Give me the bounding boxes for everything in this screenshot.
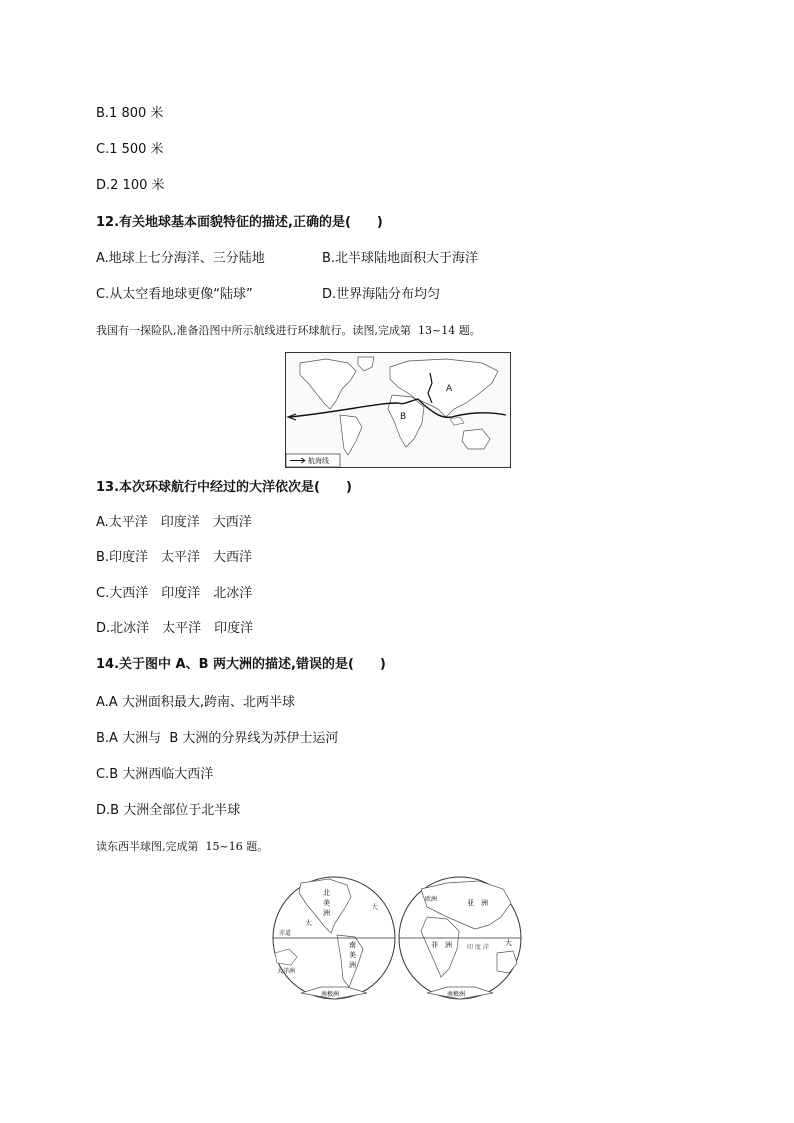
australia-shape	[462, 429, 490, 449]
label-pacific: 太	[305, 919, 312, 927]
q14-option-d: D.B 大洲全部位于北半球	[96, 803, 241, 818]
map-label-a: A	[446, 384, 453, 394]
q13-stem: 13.本次环球航行中经过的大洋依次是( )	[96, 480, 352, 495]
intro-13-14: 我国有一探险队,准备沿图中所示航线进行环球航行。读图,完成第 13~14 题。	[96, 324, 481, 337]
q13-option-d: D.北冰洋 太平洋 印度洋	[96, 621, 254, 636]
label-antarctica-west: 南极洲	[321, 991, 340, 998]
q14-stem: 14.关于图中 A、B 两大洲的描述,错误的是( )	[96, 657, 386, 672]
islands-shape	[450, 417, 464, 425]
greenland-shape	[358, 357, 374, 371]
q12-option-a: A.地球上七分海洋、三分陆地	[96, 251, 265, 266]
q14-option-b: B.A 大洲与 B 大洲的分界线为苏伊士运河	[96, 731, 339, 746]
label-south-3: 洲	[349, 961, 356, 969]
hemispheres-svg	[271, 875, 523, 1001]
label-north-2: 美	[323, 899, 330, 907]
label-asia: 亚 洲	[467, 899, 488, 907]
label-oceania: 大洋洲	[277, 968, 296, 975]
q12-stem: 12.有关地球基本面貌特征的描述,正确的是( )	[96, 215, 383, 230]
q12-option-d: D.世界海陆分布均匀	[322, 287, 441, 302]
q11-option-c: C.1 500 米	[96, 142, 164, 157]
east-australia-shape	[497, 951, 517, 973]
q13-option-a: A.太平洋 印度洋 大西洋	[96, 515, 252, 530]
label-oceania-east: 大	[505, 939, 512, 947]
q11-option-d: D.2 100 米	[96, 178, 165, 193]
label-north: 北	[323, 889, 330, 897]
q14-option-a: A.A 大洲面积最大,跨南、北两半球	[96, 695, 295, 710]
label-south-2: 美	[349, 951, 356, 959]
world-map-svg	[286, 353, 510, 467]
label-indian: 印 度 洋	[467, 944, 489, 951]
q12-option-c: C.从太空看地球更像“陆球”	[96, 287, 253, 302]
hemispheres-map	[271, 875, 523, 1001]
q11-option-b: B.1 800 米	[96, 106, 164, 121]
label-atlantic: 大	[371, 903, 378, 911]
label-antarctica-east: 南极洲	[447, 991, 466, 998]
q14-option-c: C.B 大洲西临大西洋	[96, 767, 214, 782]
north-america-shape	[300, 359, 356, 409]
label-north-3: 洲	[323, 909, 330, 917]
south-america-shape	[340, 415, 362, 455]
label-south: 南	[349, 941, 356, 949]
legend-label: 航海线	[308, 457, 329, 465]
map-label-b: B	[400, 412, 407, 422]
q12-option-b: B.北半球陆地面积大于海洋	[322, 251, 479, 266]
q13-option-b: B.印度洋 太平洋 大西洋	[96, 550, 253, 565]
label-africa: 非 洲	[431, 941, 452, 949]
intro-15-16: 读东西半球图,完成第 15~16 题。	[96, 840, 269, 853]
label-equator: 赤道	[279, 930, 292, 937]
q13-option-c: C.大西洋 印度洋 北冰洋	[96, 586, 253, 601]
label-europe: 欧洲	[425, 896, 438, 903]
world-route-map	[285, 352, 511, 468]
